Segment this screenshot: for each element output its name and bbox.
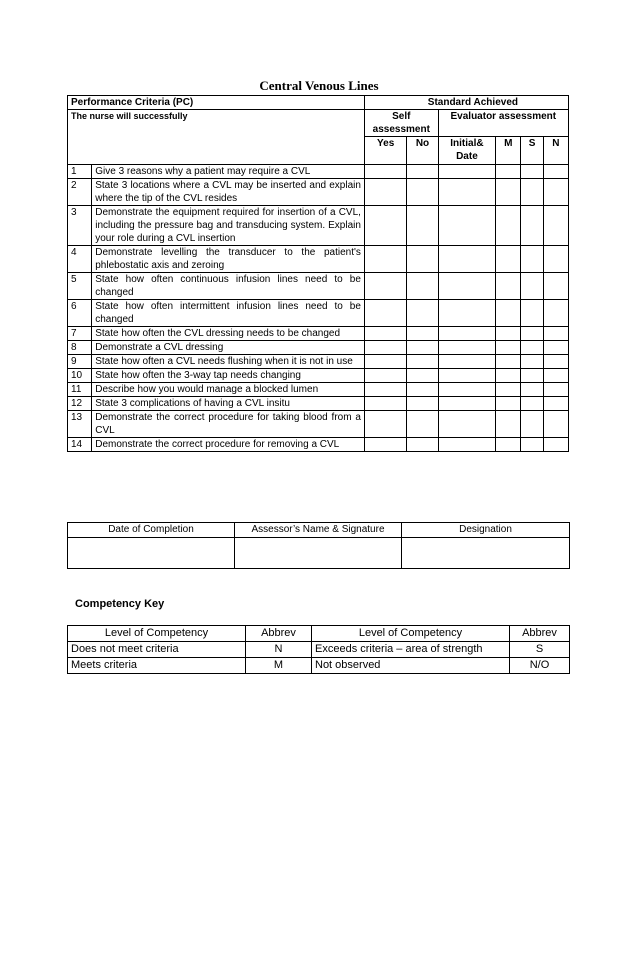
initial-date-cell[interactable]: [438, 273, 496, 300]
m-cell[interactable]: [496, 341, 521, 355]
s-cell[interactable]: [521, 383, 543, 397]
yes-cell[interactable]: [364, 165, 406, 179]
m-cell[interactable]: [496, 327, 521, 341]
n-cell[interactable]: [543, 411, 568, 438]
assessor-name-signature-header: Assessor’s Name & Signature: [235, 523, 402, 538]
no-cell[interactable]: [407, 165, 438, 179]
criteria-text: State how often intermittent infusion lines need to be changed: [92, 300, 365, 327]
criteria-text: Demonstrate the correct procedure for taking blood from a CVL: [92, 411, 365, 438]
completion-table: [67, 522, 570, 569]
criteria-row: [68, 246, 569, 273]
initial-date-cell[interactable]: [438, 179, 496, 206]
header-performance-criteria: Performance Criteria (PC): [68, 96, 365, 110]
row-number: 3: [68, 206, 92, 246]
nurse-intro-text: The nurse will successfully: [68, 110, 365, 165]
competency-key-table: [67, 625, 570, 674]
key-row: [68, 642, 570, 658]
row-number: 11: [68, 383, 92, 397]
designation-field[interactable]: [402, 538, 570, 569]
criteria-row: [68, 273, 569, 300]
initial-date-cell[interactable]: [438, 165, 496, 179]
m-cell[interactable]: [496, 411, 521, 438]
assessor-name-signature-field[interactable]: [235, 538, 402, 569]
no-cell[interactable]: [407, 411, 438, 438]
m-cell[interactable]: [496, 383, 521, 397]
criteria-row: [68, 341, 569, 355]
yes-cell[interactable]: [364, 411, 406, 438]
header-self-assessment: Self assessment: [364, 110, 438, 137]
n-cell[interactable]: [543, 246, 568, 273]
row-number: 14: [68, 438, 92, 452]
criteria-row: [68, 397, 569, 411]
m-cell[interactable]: [496, 179, 521, 206]
yes-cell[interactable]: [364, 438, 406, 452]
criteria-row: [68, 179, 569, 206]
no-cell[interactable]: [407, 246, 438, 273]
n-cell[interactable]: [543, 369, 568, 383]
designation-header: Designation: [402, 523, 570, 538]
s-cell[interactable]: [521, 179, 543, 206]
m-cell[interactable]: [496, 300, 521, 327]
yes-cell[interactable]: [364, 300, 406, 327]
criteria-text: Describe how you would manage a blocked lumen: [92, 383, 365, 397]
initial-date-cell[interactable]: [438, 397, 496, 411]
no-cell[interactable]: [407, 438, 438, 452]
s-cell[interactable]: [521, 341, 543, 355]
initial-date-cell[interactable]: [438, 411, 496, 438]
m-cell[interactable]: [496, 206, 521, 246]
competency-key-heading: Competency Key: [75, 598, 165, 610]
criteria-text: Demonstrate the correct procedure for removing a CVL: [92, 438, 365, 452]
m-cell[interactable]: [496, 397, 521, 411]
row-number: 5: [68, 273, 92, 300]
no-cell[interactable]: [407, 300, 438, 327]
m-cell[interactable]: [496, 355, 521, 369]
s-cell[interactable]: [521, 438, 543, 452]
criteria-text: State how often a CVL needs flushing when it is not in use: [92, 355, 365, 369]
row-number: 4: [68, 246, 92, 273]
no-cell[interactable]: [407, 273, 438, 300]
s-cell[interactable]: [521, 327, 543, 341]
yes-cell[interactable]: [364, 397, 406, 411]
criteria-text: State how often continuous infusion lines need to be changed: [92, 273, 365, 300]
level-label: Exceeds criteria – area of strength: [312, 642, 510, 658]
s-cell[interactable]: [521, 300, 543, 327]
header-m: M: [496, 137, 521, 165]
criteria-row: [68, 383, 569, 397]
abbrev-value: M: [246, 658, 312, 674]
row-number: 9: [68, 355, 92, 369]
row-number: 6: [68, 300, 92, 327]
n-cell[interactable]: [543, 165, 568, 179]
criteria-text: State 3 locations where a CVL may be inserted and explain where the tip of the CVL resides: [92, 179, 365, 206]
header-yes: Yes: [364, 137, 406, 165]
criteria-text: Demonstrate levelling the transducer to the patient's phlebostatic axis and zeroing: [92, 246, 365, 273]
initial-date-cell[interactable]: [438, 327, 496, 341]
m-cell[interactable]: [496, 165, 521, 179]
yes-cell[interactable]: [364, 355, 406, 369]
m-cell[interactable]: [496, 369, 521, 383]
abbrev-value: N: [246, 642, 312, 658]
header-no: No: [407, 137, 438, 165]
date-of-completion-field[interactable]: [68, 538, 235, 569]
s-cell[interactable]: [521, 273, 543, 300]
s-cell[interactable]: [521, 355, 543, 369]
level-label: Not observed: [312, 658, 510, 674]
header-evaluator-assessment: Evaluator assessment: [438, 110, 568, 137]
yes-cell[interactable]: [364, 179, 406, 206]
level-of-competency-header: Level of Competency: [312, 626, 510, 642]
header-n: N: [543, 137, 568, 165]
abbrev-header: Abbrev: [246, 626, 312, 642]
s-cell[interactable]: [521, 397, 543, 411]
criteria-row: [68, 327, 569, 341]
row-number: 12: [68, 397, 92, 411]
yes-cell[interactable]: [364, 383, 406, 397]
level-label: Meets criteria: [68, 658, 246, 674]
criteria-row: [68, 206, 569, 246]
initial-date-cell[interactable]: [438, 383, 496, 397]
initial-date-cell[interactable]: [438, 206, 496, 246]
criteria-text: Demonstrate the equipment required for insertion of a CVL, including the pressure bag and transducing system. Explain your role during a CVL insertion: [92, 206, 365, 246]
criteria-row: [68, 369, 569, 383]
n-cell[interactable]: [543, 273, 568, 300]
initial-date-cell[interactable]: [438, 341, 496, 355]
n-cell[interactable]: [543, 355, 568, 369]
yes-cell[interactable]: [364, 273, 406, 300]
page-title: Central Venous Lines: [259, 78, 379, 93]
date-of-completion-header: Date of Completion: [68, 523, 235, 538]
s-cell[interactable]: [521, 369, 543, 383]
row-number: 13: [68, 411, 92, 438]
yes-cell[interactable]: [364, 341, 406, 355]
n-cell[interactable]: [543, 397, 568, 411]
header-standard-achieved: Standard Achieved: [364, 96, 568, 110]
n-cell[interactable]: [543, 179, 568, 206]
n-cell[interactable]: [543, 341, 568, 355]
abbrev-value: S: [510, 642, 570, 658]
row-number: 2: [68, 179, 92, 206]
no-cell[interactable]: [407, 327, 438, 341]
no-cell[interactable]: [407, 206, 438, 246]
abbrev-value: N/O: [510, 658, 570, 674]
level-label: Does not meet criteria: [68, 642, 246, 658]
criteria-text: Give 3 reasons why a patient may require a CVL: [92, 165, 365, 179]
no-cell[interactable]: [407, 383, 438, 397]
s-cell[interactable]: [521, 246, 543, 273]
s-cell[interactable]: [521, 165, 543, 179]
m-cell[interactable]: [496, 438, 521, 452]
n-cell[interactable]: [543, 327, 568, 341]
row-number: 7: [68, 327, 92, 341]
criteria-text: Demonstrate a CVL dressing: [92, 341, 365, 355]
no-cell[interactable]: [407, 341, 438, 355]
n-cell[interactable]: [543, 206, 568, 246]
header-s: S: [521, 137, 543, 165]
criteria-row: [68, 300, 569, 327]
initial-date-cell[interactable]: [438, 438, 496, 452]
criteria-row: [68, 438, 569, 452]
header-initial-date: Initial& Date: [438, 137, 496, 165]
yes-cell[interactable]: [364, 369, 406, 383]
n-cell[interactable]: [543, 438, 568, 452]
performance-criteria-table: [67, 95, 569, 452]
s-cell[interactable]: [521, 206, 543, 246]
m-cell[interactable]: [496, 273, 521, 300]
criteria-row: [68, 355, 569, 369]
no-cell[interactable]: [407, 179, 438, 206]
yes-cell[interactable]: [364, 246, 406, 273]
criteria-text: State how often the CVL dressing needs to be changed: [92, 327, 365, 341]
criteria-text: State how often the 3-way tap needs changing: [92, 369, 365, 383]
level-of-competency-header: Level of Competency: [68, 626, 246, 642]
no-cell[interactable]: [407, 355, 438, 369]
criteria-row: [68, 411, 569, 438]
yes-cell[interactable]: [364, 206, 406, 246]
criteria-text: State 3 complications of having a CVL insitu: [92, 397, 365, 411]
no-cell[interactable]: [407, 397, 438, 411]
abbrev-header: Abbrev: [510, 626, 570, 642]
initial-date-cell[interactable]: [438, 300, 496, 327]
initial-date-cell[interactable]: [438, 369, 496, 383]
row-number: 8: [68, 341, 92, 355]
row-number: 10: [68, 369, 92, 383]
s-cell[interactable]: [521, 411, 543, 438]
n-cell[interactable]: [543, 383, 568, 397]
key-row: [68, 658, 570, 674]
no-cell[interactable]: [407, 369, 438, 383]
criteria-row: [68, 165, 569, 179]
m-cell[interactable]: [496, 246, 521, 273]
n-cell[interactable]: [543, 300, 568, 327]
initial-date-cell[interactable]: [438, 355, 496, 369]
initial-date-cell[interactable]: [438, 246, 496, 273]
row-number: 1: [68, 165, 92, 179]
yes-cell[interactable]: [364, 327, 406, 341]
